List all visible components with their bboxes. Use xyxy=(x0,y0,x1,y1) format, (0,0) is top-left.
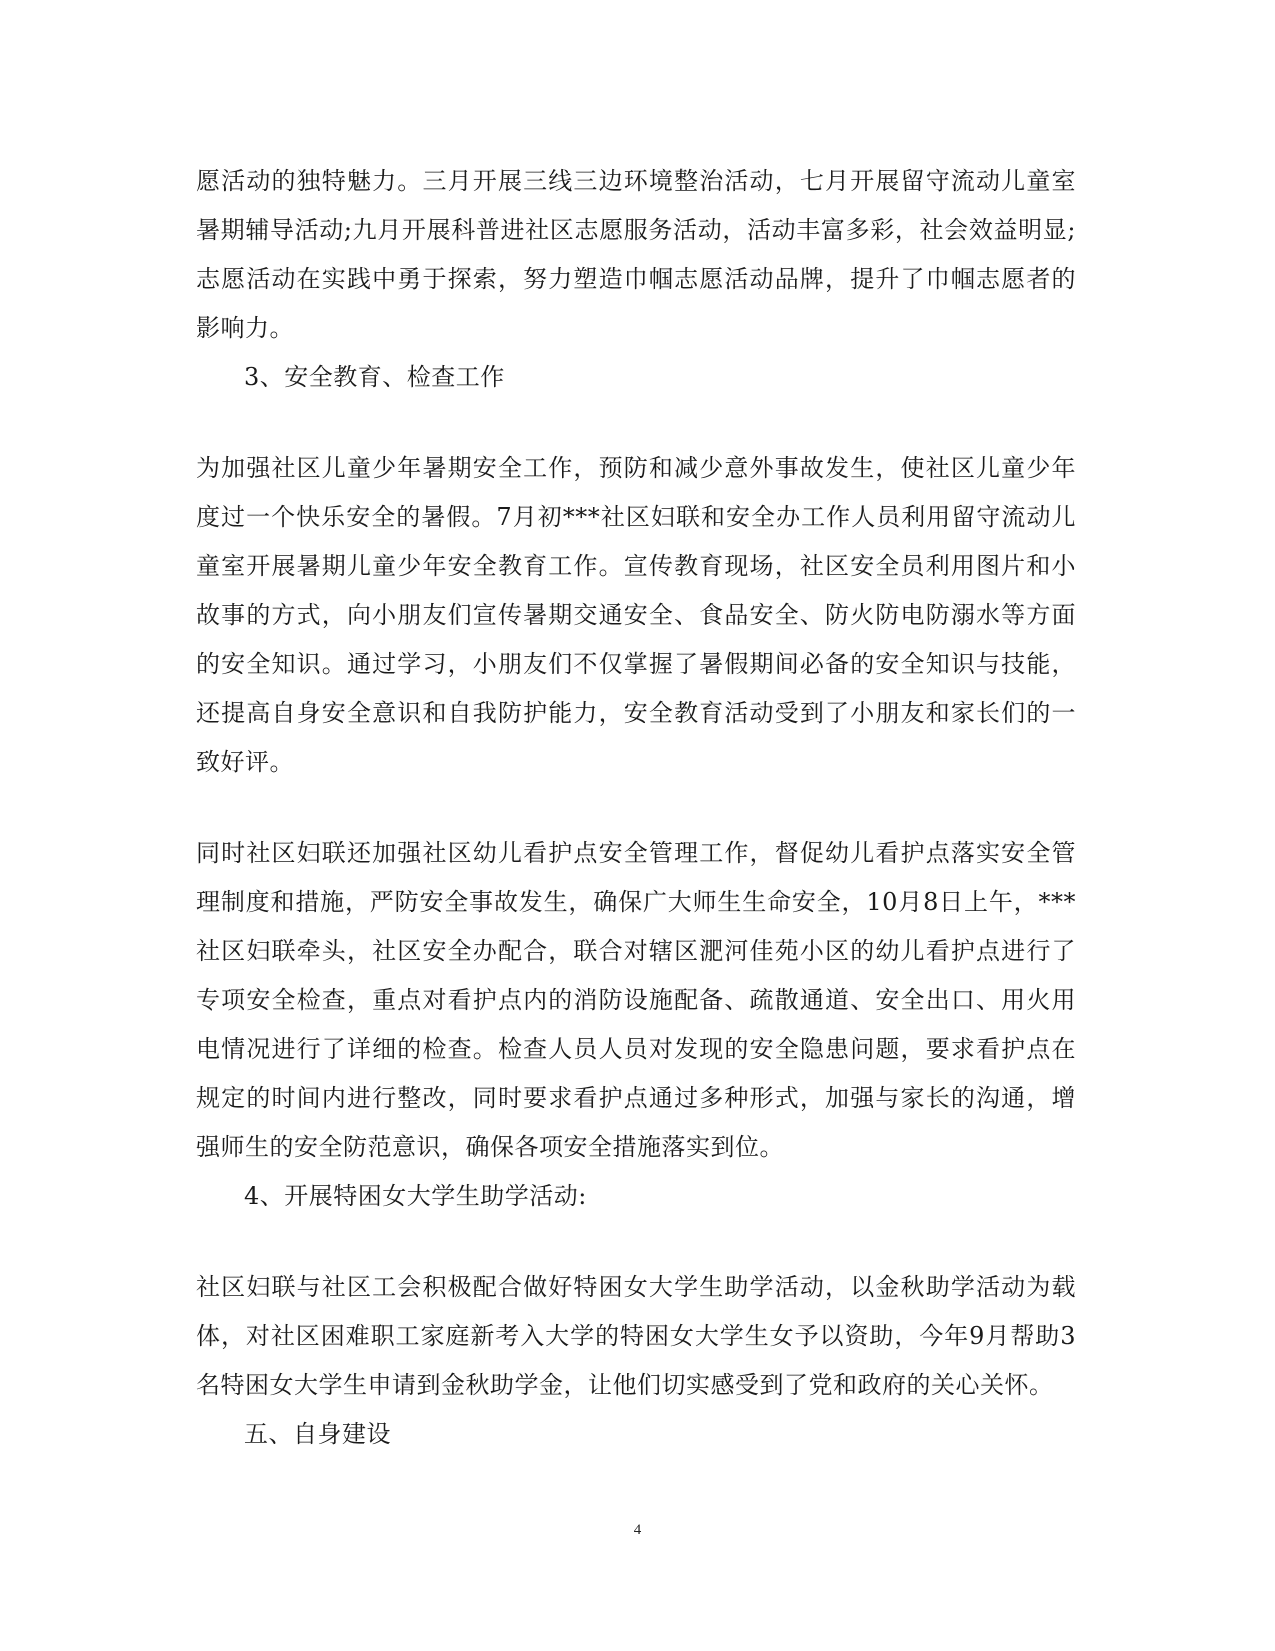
section-heading-safety-education: 3、安全教育、检查工作 xyxy=(244,363,505,391)
paragraph-spacer xyxy=(196,1221,1076,1263)
paragraph-volunteer-activities: 愿活动的独特魅力。三月开展三线三边环境整治活动，七月开展留守流动儿童室暑期辅导活动;九月开展科普进社区志愿服务活动，活动丰富多彩，社会效益明显;志愿活动在实践中勇于探索，努力塑造巾帼志愿活动品牌，提升了巾帼志愿者的影响力。 xyxy=(196,167,1076,342)
document-body xyxy=(196,157,1076,1459)
page-number: 4 xyxy=(633,1522,642,1538)
paragraph-spacer xyxy=(196,402,1076,444)
paragraph-spacer xyxy=(196,787,1076,829)
paragraph-summer-safety: 为加强社区儿童少年暑期安全工作，预防和减少意外事故发生，使社区儿童少年度过一个快乐安全的暑假。7月初***社区妇联和安全办工作人员利用留守流动儿童室开展暑期儿童少年安全教育工作。宣传教育现场，社区安全员利用图片和小故事的方式，向小朋友们宣传暑期交通安全、食品安全、防火防电防溺水等方面的安全知识。通过学习，小朋友们不仅掌握了暑假期间必备的安全知识与技能，还提高自身安全意识和自我防护能力，安全教育活动受到了小朋友和家长们的一致好评。 xyxy=(196,454,1076,776)
paragraph-childcare-inspection: 同时社区妇联还加强社区幼儿看护点安全管理工作，督促幼儿看护点落实安全管理制度和措施，严防安全事故发生，确保广大师生生命安全，10月8日上午，***社区妇联牵头，社区安全办配合，联合对辖区淝河佳苑小区的幼儿看护点进行了专项安全检查，重点对看护点内的消防设施配备、疏散通道、安全出口、用火用电情况进行了详细的检查。检查人员人员对发现的安全隐患问题，要求看护点在规定的时间内进行整改，同时要求看护点通过多种形式，加强与家长的沟通，增强师生的安全防范意识，确保各项安全措施落实到位。 xyxy=(196,839,1076,1161)
paragraph-student-aid: 社区妇联与社区工会积极配合做好特困女大学生助学活动，以金秋助学活动为载体，对社区困难职工家庭新考入大学的特困女大学生女予以资助，今年9月帮助3名特困女大学生申请到金秋助学金，让他们切实感受到了党和政府的关心关怀。 xyxy=(196,1273,1076,1399)
section-heading-self-construction: 五、自身建设 xyxy=(244,1420,391,1448)
section-heading-student-aid: 4、开展特困女大学生助学活动: xyxy=(244,1182,587,1210)
